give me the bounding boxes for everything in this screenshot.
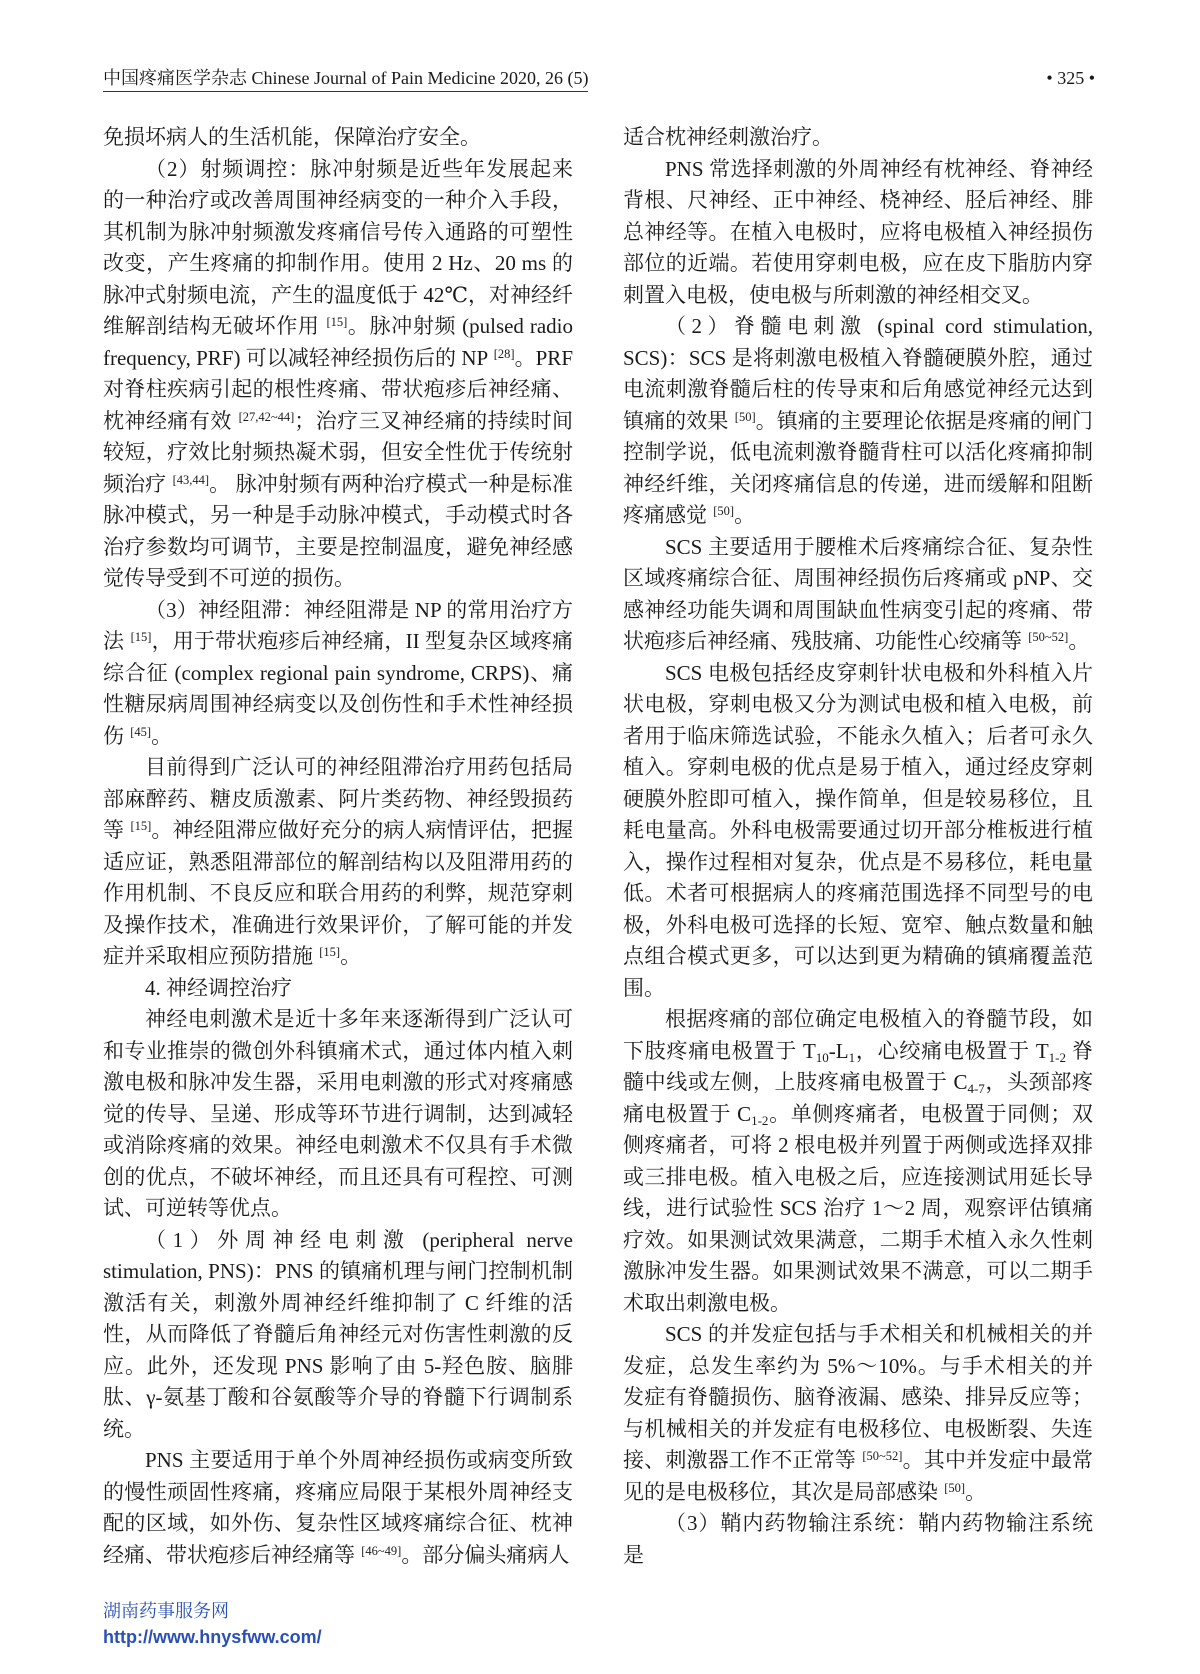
body-paragraph — [103, 1225, 573, 1446]
text-run: SCS 的并发症包括与手术相关和机械相关的并发症，总发生率约为 5%～10%。与手术相关的并发症有脊髓损伤、脑脊液漏、感染、排异反应等；与机械相关的并发症有电极移位、电极断裂、失连接、刺激器工作不正常等 — [623, 1322, 1093, 1472]
text-run: （1）外周神经电刺激 (peripheral nerve stimulation, PNS)：PNS 的镇痛机理与闸门控制机制激活有关，刺激外周神经纤维抑制了 C 纤维的活性，从而降低了脊髓后角神经元对伤害性刺激的反应。此外，还发现 PNS 影响了由 5-羟色胺、脑腓肽、γ-氨基丁酸和谷氨酸等介导的脊髓下行调制系统。 — [103, 1227, 573, 1441]
body-paragraph — [623, 1508, 1093, 1571]
citation: [43,44] — [172, 472, 210, 487]
site-name: 湖南药事服务网 — [103, 1601, 229, 1621]
citation: [50] — [713, 504, 735, 518]
text-run: （3）神经阻滞：神经阻滞是 NP 的常用治疗方法 — [103, 597, 573, 653]
body-paragraph — [623, 1004, 1093, 1319]
text-run: PNS 常选择刺激的外周神经有枕神经、脊神经背根、尺神经、正中神经、桡神经、胫后神经、腓总神经等。在植入电极时，应将电极植入神经损伤部位的近端。若使用穿刺电极，应在皮下脂肪内穿刺置入电极，使电极与所刺激的神经相交叉。 — [623, 156, 1093, 307]
text-run: 。 — [151, 723, 173, 748]
text-run: 。 — [1068, 629, 1090, 653]
subscript: 1 — [848, 1049, 856, 1065]
text-run: （2）射频调控：脉冲射频是近些年发展起来的一种治疗或改善周围神经病变的一种介入手段，其机制为脉冲射频激发疼痛信号传入通路的可塑性改变，产生疼痛的抑制作用。使用 2 Hz、20 ms 的脉冲式射频电流，产生的温度低于 42℃，对神经纤维解剖结构无破坏作用 — [103, 156, 573, 338]
body-paragraph — [623, 532, 1093, 658]
text-run: 根据疼痛的部位确定电极植入的脊髓节段，如下肢疼痛电极置于 T — [623, 1007, 1093, 1063]
body-paragraph — [623, 122, 1093, 154]
text-run: 。单侧疼痛者，电极置于同侧；双侧疼痛者，可将 2 根电极并列置于两侧或选择双排或三排电极。植入电极之后，应连接测试用延长导线，进行试验性 SCS 治疗 1～2 周，观察评估镇痛疗效。如果测试效果满意，二期手术植入永久性刺激脉冲发生器。如果测试效果不满意，可以二期手术取出刺激电极。 — [623, 1101, 1094, 1315]
body-paragraph — [103, 1004, 573, 1225]
text-run: （2）脊髓电刺激 (spinal cord stimulation, SCS)：SCS 是将刺激电极植入脊髓硬膜外腔，通过电流刺激脊髓后柱的传导束和后角感觉神经元达到镇痛的效果 — [623, 314, 1093, 433]
body-paragraph — [103, 752, 573, 973]
text-run: 。 脉冲射频有两种治疗模式一种是标准脉冲模式，另一种是手动脉冲模式，手动模式时各治疗参数均可调节，主要是控制温度，避免神经感觉传导受到不可逆的损伤。 — [103, 471, 574, 590]
body-paragraph — [623, 658, 1093, 1005]
citation: [46~49] — [361, 1543, 402, 1558]
citation: [50~52] — [1028, 630, 1069, 644]
subscript: 1-2 — [751, 1112, 769, 1128]
text-run: 神经电刺激术是近十多年来逐渐得到广泛认可和专业推崇的微创外科镇痛术式，通过体内植入刺激电极和脉冲发生器，采用电刺激的形式对疼痛感觉的传导、呈递、形成等环节进行调制，达到减轻或消除疼痛的效果。神经电刺激术不仅具有手术微创的优点，不破坏神经，而且还具有可程控、可测试、可逆转等优点。 — [103, 1007, 573, 1220]
right-column — [623, 122, 1093, 1571]
text-run: SCS 主要适用于腰椎术后疼痛综合征、复杂性区域疼痛综合征、周围神经损伤后疼痛或 pNP、交感神经功能失调和周围缺血性病变引起的疼痛、带状疱疹后神经痛、残肢痛、功能性心绞痛等 — [623, 534, 1093, 653]
text-run: 。镇痛的主要理论依据是疼痛的闸门控制学说，低电流刺激脊髓背柱可以活化疼痛抑制神经纤维，关闭疼痛信息的传递，进而缓解和阻断疼痛感觉 — [623, 408, 1094, 527]
running-header — [103, 66, 1095, 92]
text-run: SCS 电极包括经皮穿刺针状电极和外科植入片状电极，穿刺电极又分为测试电极和植入电极，前者用于临床筛选试验，不能永久植入；后者可永久植入。穿刺电极的优点是易于植入，通过经皮穿刺硬膜外腔即可植入，操作简单，但是较易移位，且耗电量高。外科电极需要通过切开部分椎板进行植入，操作过程相对复杂，优点是不易移位，耗电量低。术者可根据病人的疼痛范围选择不同型号的电极，外科电极可选择的长短、宽窄、触点数量和触点组合模式更多，可以达到更为精确的镇痛覆盖范围。 — [623, 660, 1093, 1000]
citation: [28] — [493, 346, 515, 361]
text-run: 。神经阻滞应做好充分的病人病情评估，把握适应证，熟悉阻滞部位的解剖结构以及阻滞用药的作用机制、不良反应和联合用药的利弊，规范穿刺及操作技术，准确进行效果评价，了解可能的并发症并采取相应预防措施 — [103, 818, 574, 968]
body-paragraph — [623, 311, 1093, 532]
text-run: 适合枕神经刺激治疗。 — [623, 125, 833, 149]
subscript: 1-2 — [1048, 1049, 1067, 1065]
subscript: 4-7 — [967, 1081, 985, 1096]
text-run: 。PRF 对脊柱疾病引起的根性疼痛、带状疱疹后神经痛、枕神经痛有效 — [103, 345, 573, 433]
citation: [15] — [130, 819, 152, 833]
text-run: 。 — [965, 1479, 987, 1504]
text-run: -L — [828, 1038, 849, 1063]
body-paragraph — [103, 595, 573, 753]
citation: [45] — [130, 724, 152, 739]
citation: [50~52] — [862, 1449, 903, 1463]
text-run: ；治疗三叉神经痛的持续时间较短，疗效比射频热凝术弱，但安全性优于传统射频治疗 — [103, 408, 573, 496]
text-run: ，用于带状疱疹后神经痛，II 型复杂区域疼痛综合征 (complex regional pain syndrome, CRPS)、痛性糖尿病周围神经病变以及创伤性和手术性神经损伤 — [103, 629, 573, 748]
text-run: 。其中并发症中最常见的是电极移位，其次是局部感染 — [623, 1448, 1094, 1504]
page-number: • 325 • — [1046, 68, 1095, 88]
text-run: PNS 主要适用于单个外周神经损伤或病变所致的慢性顽固性疼痛，疼痛应局限于某根外周神经支配的区域，如外伤、复杂性区域疼痛综合征、枕神经痛、带状疱疹后神经痛等 — [103, 1448, 573, 1567]
text-run: 4. 神经调控治疗 — [145, 975, 292, 1000]
citation: [15] — [326, 315, 348, 329]
body-paragraph — [623, 154, 1093, 312]
text-run: 。 — [734, 503, 756, 527]
citation: [15] — [319, 945, 341, 959]
body-paragraph — [103, 1445, 573, 1571]
text-run: ，心绞痛电极置于 T — [855, 1038, 1049, 1063]
citation: [27,42~44] — [238, 409, 295, 424]
body-paragraph — [623, 1319, 1093, 1508]
text-run: 。部分偏头痛病人 — [401, 1542, 570, 1567]
journal-title: 中国疼痛医学杂志 Chinese Journal of Pain Medicine 2020, 26 (5) — [103, 66, 588, 92]
section-heading — [103, 973, 573, 1005]
body-paragraph — [103, 122, 573, 154]
citation: [50] — [734, 409, 756, 424]
text-run: 免损坏病人的生活机能，保障治疗安全。 — [103, 125, 481, 149]
citation: [50] — [944, 1480, 966, 1495]
text-run: （3）鞘内药物输注系统：鞘内药物输注系统是 — [623, 1511, 1093, 1567]
text-run: 脊髓中线或左侧，上肢疼痛电极置于 C — [623, 1038, 1094, 1094]
text-run: 。脉冲射频 (pulsed radio frequency, PRF) 可以减轻神经损伤后的 NP — [103, 314, 573, 370]
citation: [15] — [130, 630, 152, 644]
text-run: ，头颈部疼痛电极置于 C — [623, 1070, 1094, 1126]
site-url: http://www.hnysfww.com/ — [103, 1627, 322, 1647]
subscript: 10 — [815, 1049, 829, 1065]
left-column — [103, 122, 573, 1571]
text-run: 目前得到广泛认可的神经阻滞治疗用药包括局部麻醉药、糖皮质激素、阿片类药物、神经毁损药等 — [103, 755, 573, 842]
text-run: 。 — [340, 944, 362, 968]
body-paragraph — [103, 154, 573, 595]
watermark-footer — [103, 1598, 603, 1650]
